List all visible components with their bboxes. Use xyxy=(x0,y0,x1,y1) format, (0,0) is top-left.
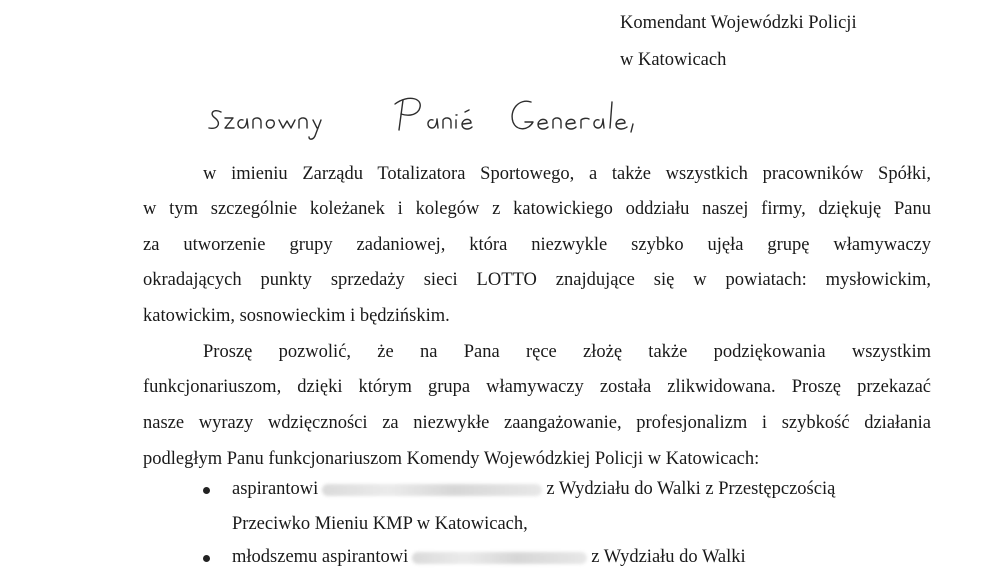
paragraph-2-line-4: podległym Panu funkcjonariuszom Komendy Wojewódzkiej Policji w Katowicach: xyxy=(143,449,760,469)
bullet-2-suffix: z Wydziału do Walki xyxy=(591,547,746,567)
paragraph-2-line-1: Proszę pozwolić, że na Pana ręce złożę także podziękowania wszystkim xyxy=(203,342,931,362)
paragraph-1-line-4: okradających punkty sprzedaży sieci LOTTO znajdujące się w powiatach: mysłowickim, xyxy=(143,270,931,290)
bullet-2-line-1 xyxy=(232,548,746,567)
bullet-icon xyxy=(203,555,210,562)
paragraph-2-line-3: nasze wyrazy wdzięczności za niezwykłe zaangażowanie, profesjonalizm i szybkość działania xyxy=(143,413,931,433)
addressee-line-2: w Katowicach xyxy=(620,50,727,70)
paragraph-2-line-2: funkcjonariuszom, dzięki którym grupa włamywaczy została zlikwidowana. Proszę przekazać xyxy=(143,377,931,397)
bullet-1-line-2: Przeciwko Mieniu KMP w Katowicach, xyxy=(232,514,528,534)
bullet-icon xyxy=(203,487,210,494)
paragraph-1-line-5: katowickim, sosnowieckim i będzińskim. xyxy=(143,306,450,326)
paragraph-1-line-3: za utworzenie grupy zadaniowej, która niezwykle szybko ujęła grupę włamywaczy xyxy=(143,235,931,255)
bullet-1-line-1 xyxy=(232,480,835,499)
paragraph-1-line-2: w tym szczególnie koleżanek i kolegów z katowickiego oddziału naszej firmy, dziękuję Panu xyxy=(143,199,931,219)
redacted-name xyxy=(412,552,587,564)
bullet-1-prefix: aspirantowi xyxy=(232,479,319,499)
redacted-name xyxy=(322,484,542,496)
paragraph-1-line-1: w imieniu Zarządu Totalizatora Sportowego, a także wszystkich pracowników Spółki, xyxy=(203,164,931,184)
bullet-2-prefix: młodszemu aspirantowi xyxy=(232,547,409,567)
handwritten-salutation xyxy=(203,90,703,150)
addressee-line-1: Komendant Wojewódzki Policji xyxy=(620,13,857,33)
bullet-1-suffix: z Wydziału do Walki z Przestępczością xyxy=(546,479,836,499)
